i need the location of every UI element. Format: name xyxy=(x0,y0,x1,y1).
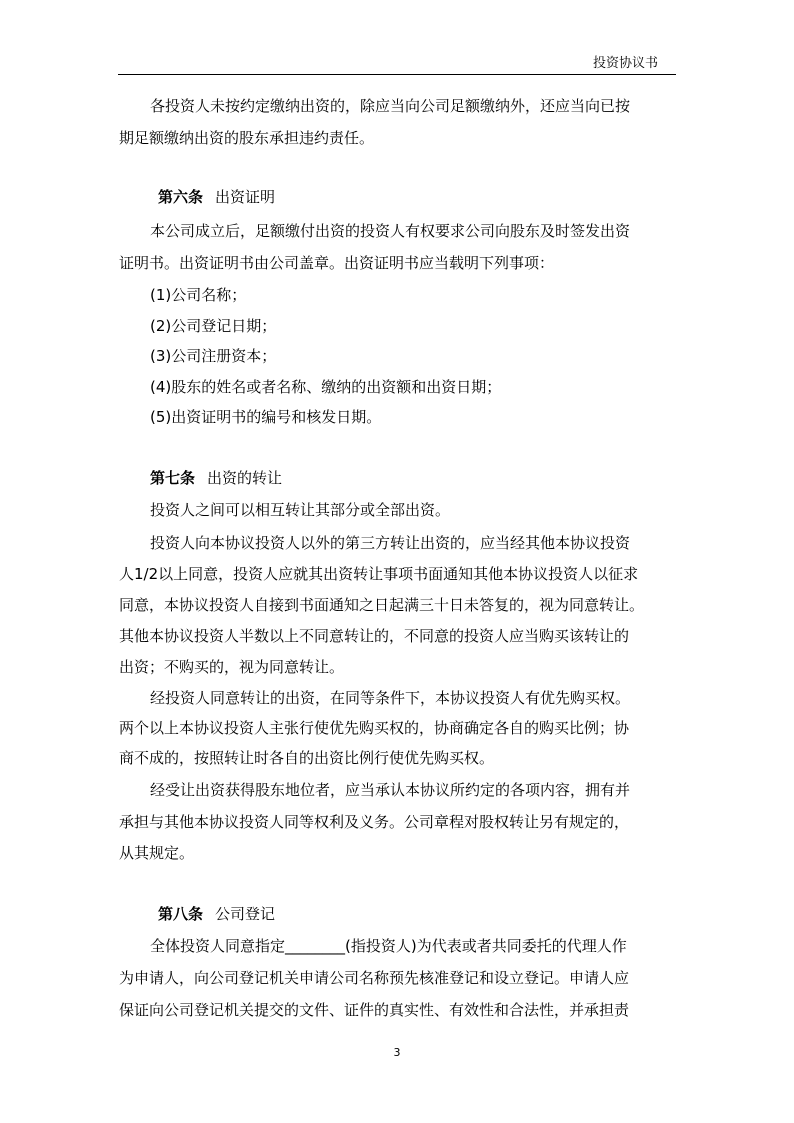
header-divider xyxy=(118,74,676,75)
paragraph-line: 承担与其他本协议投资人同等权利及义务。公司章程对股权转让另有规定的， xyxy=(119,813,630,831)
list-item: (3)公司注册资本； xyxy=(150,347,277,365)
article-title: 公司登记 xyxy=(215,905,276,923)
paragraph-line: 出资；不购买的，视为同意转让。 xyxy=(119,658,345,676)
paragraph-line: 各投资人未按约定缴纳出资的，除应当向公司足额缴纳外，还应当向已按 xyxy=(150,97,631,115)
paragraph-line: 证明书。出资证明书由公司盖章。出资证明书应当载明下列事项： xyxy=(119,254,555,272)
article-7-heading xyxy=(150,468,282,488)
article-8-heading xyxy=(158,904,275,924)
paragraph-line: 期足额缴纳出资的股东承担违约责任。 xyxy=(119,129,375,147)
paragraph-line: 人1/2以上同意，投资人应就其出资转让事项书面通知其他本协议投资人以征求 xyxy=(119,565,639,583)
paragraph-line: 两个以上本协议投资人主张行使优先购买权的，协商确定各自的购买比例；协 xyxy=(119,719,630,737)
paragraph-line: 商不成的，按照转让时各自的出资比例行使优先购买权。 xyxy=(119,749,495,767)
paragraph-line: 其他本协议投资人半数以上不同意转让的，不同意的投资人应当购买该转让的 xyxy=(119,627,630,645)
list-item: (4)股东的姓名或者名称、缴纳的出资额和出资日期； xyxy=(150,378,502,396)
paragraph-line: 经投资人同意转让的出资，在同等条件下，本协议投资人有优先购买权。 xyxy=(150,689,631,707)
page-number: 3 xyxy=(393,1046,401,1059)
article-title: 出资证明 xyxy=(215,188,276,206)
paragraph-line: 保证向公司登记机关提交的文件、证件的真实性、有效性和合法性，并承担责 xyxy=(119,1001,630,1019)
article-number: 第七条 xyxy=(150,469,196,487)
paragraph-line: 为申请人，向公司登记机关申请公司名称预先核准登记和设立登记。申请人应 xyxy=(119,969,630,987)
list-item: (5)出资证明书的编号和核发日期。 xyxy=(150,408,382,426)
paragraph-line: 经受让出资获得股东地位者，应当承认本协议所约定的各项内容，拥有并 xyxy=(150,781,631,799)
paragraph-line: 本公司成立后，足额缴付出资的投资人有权要求公司向股东及时签发出资 xyxy=(150,222,631,240)
article-6-heading xyxy=(158,187,275,207)
paragraph-line: 投资人向本协议投资人以外的第三方转让出资的，应当经其他本协议投资 xyxy=(150,534,631,552)
article-number: 第八条 xyxy=(158,905,204,923)
paragraph-line: 投资人之间可以相互转让其部分或全部出资。 xyxy=(150,501,451,519)
list-item: (2)公司登记日期； xyxy=(150,317,277,335)
article-number: 第六条 xyxy=(158,188,204,206)
paragraph-line: 全体投资人同意指定________(指投资人)为代表或者共同委托的代理人作 xyxy=(150,937,627,955)
paragraph-line: 从其规定。 xyxy=(119,844,195,862)
paragraph-line: 同意，本协议投资人自接到书面通知之日起满三十日未答复的，视为同意转让。 xyxy=(119,596,645,614)
article-title: 出资的转让 xyxy=(207,469,283,487)
list-item: (1)公司名称； xyxy=(150,286,247,304)
document-header-title: 投资协议书 xyxy=(592,56,658,71)
